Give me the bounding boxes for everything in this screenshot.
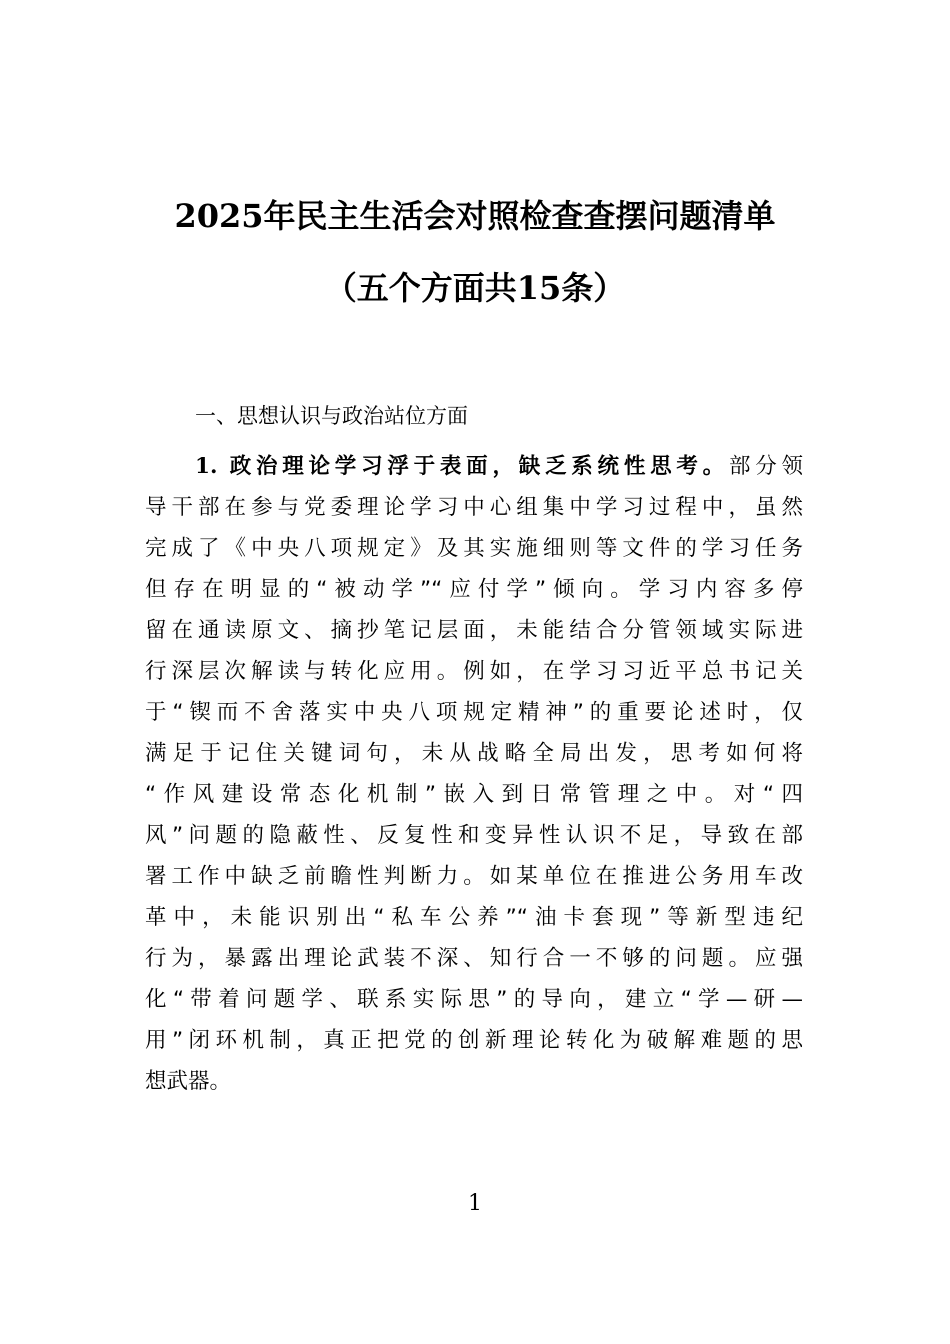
paragraph-line: “作风建设常态化机制”嵌入到日常管理之中。对“四 [145, 782, 803, 807]
paragraph-line-last: 想武器。 [145, 1069, 232, 1094]
paragraph-line: 行为，暴露出理论武装不深、知行合一不够的问题。应强 [145, 946, 803, 971]
paragraph-line: 但存在明显的“被动学”“应付学”倾向。学习内容多停 [145, 577, 803, 602]
paragraph-line: 导干部在参与党委理论学习中心组集中学习过程中，虽然 [145, 495, 803, 520]
paragraph-line: 革中，未能识别出“私车公养”“油卡套现”等新型违纪 [145, 905, 803, 930]
paragraph-line: 风”问题的隐蔽性、反复性和变异性认识不足，导致在部 [145, 823, 803, 848]
paragraph-line: 满足于记住关键词句，未从战略全局出发，思考如何将 [145, 741, 803, 766]
paragraph-line: 于“锲而不舍落实中央八项规定精神”的重要论述时，仅 [145, 700, 803, 725]
paragraph-line: 化“带着问题学、联系实际思”的导向，建立“学—研— [145, 987, 803, 1012]
paragraph-line: 留在通读原文、摘抄笔记层面，未能结合分管领域实际进 [145, 618, 803, 643]
item-1-text: 部分领 [728, 454, 803, 479]
item-1-lead: 1. 政治理论学习浮于表面，缺乏系统性思考。 [195, 454, 729, 479]
paragraph-line: 完成了《中央八项规定》及其实施细则等文件的学习任务 [145, 536, 803, 561]
paragraph-line: 用”闭环机制，真正把党的创新理论转化为破解难题的思 [145, 1028, 803, 1053]
item-1-first-line [195, 452, 803, 482]
paragraph-line: 行深层次解读与转化应用。例如，在学习习近平总书记关 [145, 659, 803, 684]
section-heading: 一、思想认识与政治站位方面 [195, 404, 468, 428]
page-number: 1 [468, 1191, 482, 1216]
document-subtitle: （五个方面共15条） [324, 269, 626, 307]
paragraph-line: 署工作中缺乏前瞻性判断力。如某单位在推进公务用车改 [145, 864, 803, 889]
document-title: 2025年民主生活会对照检查查摆问题清单 [174, 197, 776, 235]
